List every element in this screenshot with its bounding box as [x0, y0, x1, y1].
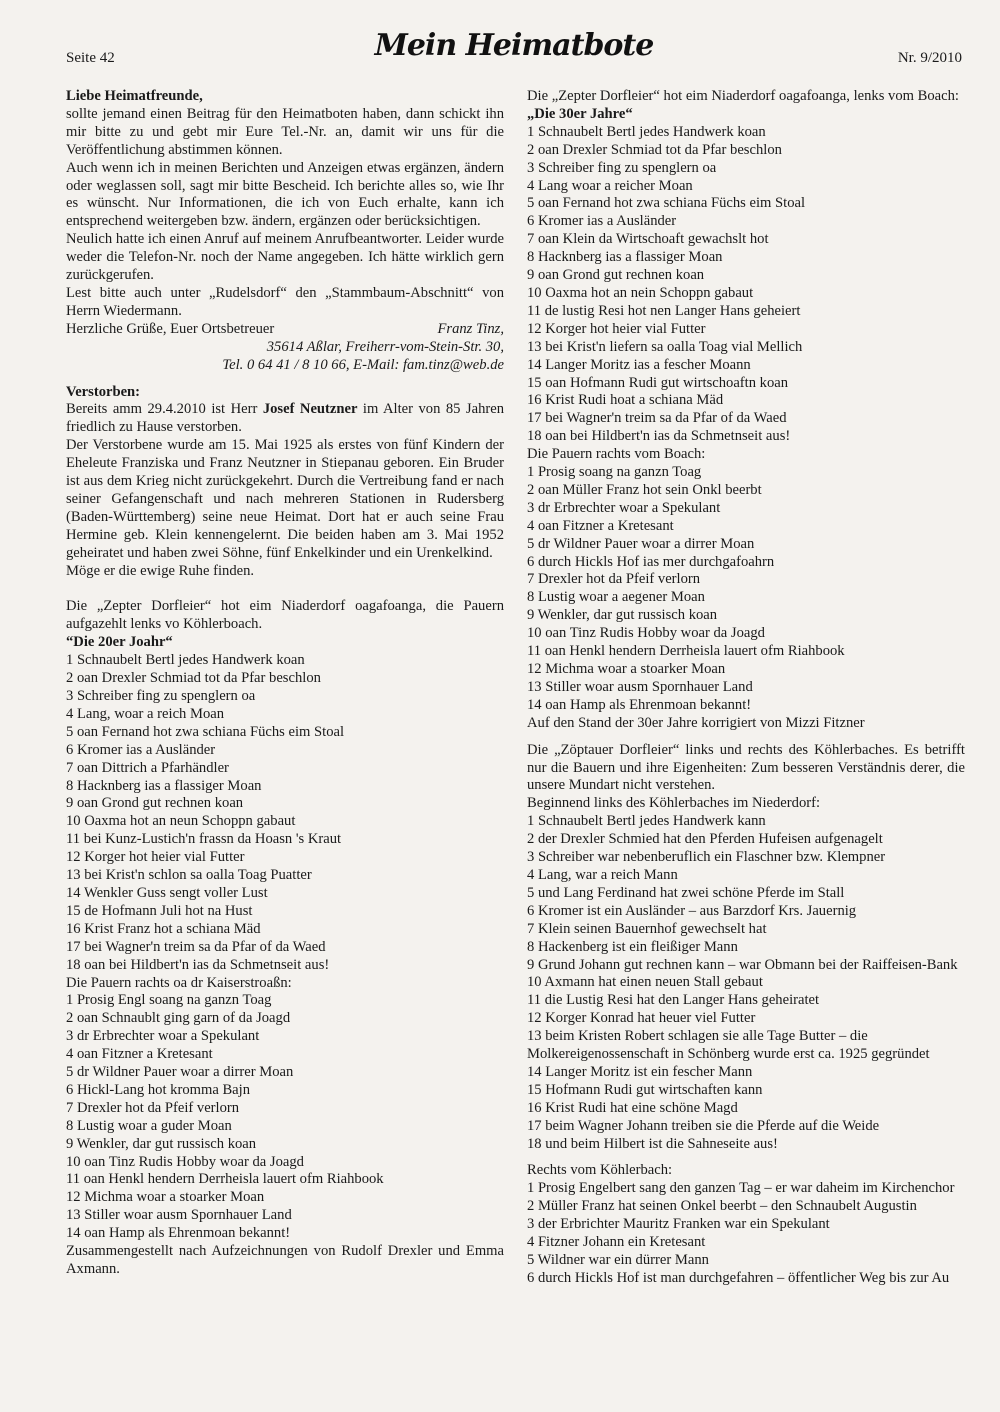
verse-line: 13 beim Kristen Robert schlagen sie alle Tage Butter – die Molkereigenossenschaft in Schönberg wurde erst ca. 1925 gegründet: [527, 1028, 930, 1063]
verse-line: 13 Stiller woar ausm Spornhauer Land: [66, 1207, 292, 1224]
verse-line: 17 beim Wagner Johann treiben sie die Pferde auf die Weide: [527, 1117, 880, 1134]
verse-line: 4 Lang, war a reich Mann: [527, 866, 678, 883]
verse-line: 14 oan Hamp als Ehrenmoan bekannt!: [527, 696, 752, 713]
obituary-paragraph: Der Verstorbene wurde am 15. Mai 1925 als erstes von fünf Kindern der Eheleute Franziska und Franz Neutzner in Stiepanau geboren. Ein Bruder ist aus dem Krieg nicht zurückgekehrt. Durch die Vertreibung fand er nach seiner Gefangenschaft und nach mehreren Stationen in Rudersberg (Baden-Württemberg) seine neue Heimat. Dort hat er auch seine Frau Hermine geb. Klein kennengelernt. Die beiden haben am 3. Mai 1952 geheiratet und haben zwei Söhne, fünf Enkelkinder und ein Urenkelkind.: [66, 437, 504, 561]
verse-line: 14 Langer Moritz ist ein fescher Mann: [527, 1063, 753, 1080]
verse-line: 15 Hofmann Rudi gut wirtschaften kann: [527, 1081, 763, 1098]
verse-line: 11 oan Henkl hendern Derrheisla lauert ofm Riahbook: [66, 1171, 384, 1188]
verse-line: 3 Schreiber fing zu spenglern oa: [527, 159, 717, 176]
verse-line: 13 Stiller woar ausm Spornhauer Land: [527, 678, 753, 695]
verse-line: 17 bei Wagner'n treim sa da Pfar of da Waed: [527, 410, 787, 427]
letter-paragraph: Neulich hatte ich einen Anruf auf meinem Anrufbeantworter. Leider wurde weder die Telefon-Nr. noch der Name angegeben. Ich hätte wirklich gern zurückgerufen.: [66, 231, 504, 284]
verse-line: 2 oan Drexler Schmiad tot da Pfar beschlon: [527, 141, 782, 158]
obituary-closing: Möge er die ewige Ruhe finden.: [66, 562, 255, 579]
verse-line: 5 oan Fernand hot zwa schiana Füchs eim Stoal: [66, 723, 345, 740]
verse-line: 8 Hacknberg ias a flassiger Moan: [66, 777, 262, 794]
verse-line: 10 oan Tinz Rudis Hobby woar da Joagd: [527, 625, 765, 642]
verse-line: 5 dr Wildner Pauer woar a dirrer Moan: [66, 1064, 294, 1081]
verse-line: 3 Schreiber fing zu spenglern oa: [66, 688, 256, 704]
verse-line: 3 dr Erbrechter woar a Spekulant: [527, 499, 721, 516]
verse-line: 18 oan bei Hildbert'n ias da Schmetnseit aus!: [66, 956, 330, 973]
verse-heading: Rechts vom Köhlerbach:: [527, 1162, 673, 1179]
verse-line: 16 Krist Rudi hoat a schiana Mäd: [527, 392, 724, 409]
verse-line: 10 Oaxma hot an neun Schoppn gabaut: [66, 813, 296, 830]
verse-line: 8 Hackenberg ist ein fleißiger Mann: [527, 938, 738, 955]
verse-line: 15 oan Hofmann Rudi gut wirtschoaftn koan: [527, 374, 789, 391]
letter-paragraph: Lest bitte auch unter „Rudelsdorf“ den „Stammbaum-Abschnitt“ von Herrn Wiedermann.: [66, 284, 504, 319]
signature-address: 35614 Aßlar, Freiherr-vom-Stein-Str. 30,: [266, 338, 504, 355]
verse-line: 10 oan Tinz Rudis Hobby woar da Joagd: [66, 1153, 304, 1170]
verse-line: 10 Axmann hat einen neuen Stall gebaut: [527, 974, 763, 991]
verse-line: 5 und Lang Ferdinand hat zwei schöne Pferde im Stall: [527, 884, 845, 901]
verse-line: 6 durch Hickls Hof ist man durchgefahren – öffentlicher Weg bis zur Au: [527, 1269, 950, 1286]
verse-line: 12 Korger hot heier vial Futter: [66, 849, 245, 866]
verse-heading: Beginnend links des Köhlerbaches im Niederdorf:: [527, 795, 821, 812]
verse-line: 5 oan Fernand hot zwa schiana Füchs eim Stoal: [527, 195, 806, 212]
verse-line: 2 oan Schnaublt ging garn of da Joagd: [66, 1010, 291, 1027]
verse-line: 13 bei Krist'n liefern sa oalla Toag vial Mellich: [527, 338, 803, 355]
page-header: [66, 28, 962, 72]
poem-credit: Zusammengestellt nach Aufzeichnungen von Rudolf Drexler und Emma Axmann.: [66, 1243, 504, 1277]
verse-line: 4 Lang, woar a reich Moan: [66, 705, 225, 722]
translation-intro: Die „Zöptauer Dorfleier“ links und rechts des Köhlerbaches. Es betrifft nur die Bauern und ihre Eigenheiten: Zum besseren Verständnis derer, die unsere Mundart nicht verstehen.: [527, 741, 965, 794]
verse-line: 1 Schnaubelt Bertl jedes Handwerk koan: [66, 652, 305, 669]
poem-title: “Die 20er Joahr“: [66, 634, 173, 651]
verse-list-right: [527, 464, 965, 715]
verse-heading: Die Pauern rachts vom Boach:: [527, 446, 706, 463]
page-number: Seite 42: [66, 50, 115, 66]
verse-line: 4 oan Fitzner a Kretesant: [527, 517, 674, 534]
verse-line: 12 Korger Konrad hat heuer viel Futter: [527, 1010, 756, 1027]
verse-line: 4 Lang woar a reicher Moan: [527, 177, 693, 194]
obituary-text: im Alter von 85 Jahren friedlich zu Hause verstorben.: [66, 401, 504, 436]
verse-line: 1 Prosig Engl soang na ganzn Toag: [66, 992, 272, 1009]
translation-section: [527, 742, 965, 1288]
verse-list-left: [66, 652, 504, 974]
verse-list-left: [527, 124, 965, 446]
verse-line: 5 dr Wildner Pauer woar a dirrer Moan: [527, 535, 755, 552]
verse-line: 8 Lustig woar a guder Moan: [66, 1117, 232, 1134]
poem-credit: Auf den Stand der 30er Jahre korrigiert von Mizzi Fitzner: [527, 714, 865, 731]
verse-line: 3 dr Erbrechter woar a Spekulant: [66, 1028, 260, 1045]
verse-line: 11 bei Kunz-Lustich'n frassn da Hoasn 's Kraut: [66, 831, 342, 848]
deceased-name: Josef Neutzner: [262, 401, 358, 418]
verse-line: 14 Langer Moritz ias a fescher Moann: [527, 356, 751, 373]
verse-line: 4 oan Fitzner a Kretesant: [66, 1046, 213, 1063]
issue-number: Nr. 9/2010: [897, 50, 962, 66]
verse-line: 7 Klein seinen Bauernhof gewechselt hat: [527, 920, 767, 937]
verse-line: 9 Wenkler, dar gut russisch koan: [66, 1135, 257, 1152]
poem-title: „Die 30er Jahre“: [527, 105, 633, 122]
verse-line: 18 oan bei Hildbert'n ias da Schmetnseit aus!: [527, 428, 791, 445]
verse-line: 9 Wenkler, dar gut russisch koan: [527, 607, 718, 624]
obituary-section: [66, 384, 504, 581]
verse-line: 7 oan Dittrich a Pfarhändler: [66, 759, 229, 776]
signature-line: [66, 321, 504, 339]
verse-line: 11 de lustig Resi hot nen Langer Hans geheiert: [527, 302, 801, 319]
verse-line: 1 Prosig soang na ganzn Toag: [527, 464, 702, 481]
verse-line: 13 bei Krist'n schlon sa oalla Toag Puatter: [66, 867, 312, 884]
verse-list-left: [527, 813, 965, 1153]
verse-line: 1 Prosig Engelbert sang den ganzen Tag – er war daheim im Kirchenchor: [527, 1180, 955, 1197]
greeting: Herzliche Grüße, Euer Ortsbetreuer: [66, 320, 275, 337]
verse-line: 7 oan Klein da Wirtschoaft gewachslt hot: [527, 231, 769, 248]
verse-line: 11 die Lustig Resi hat den Langer Hans geheiratet: [527, 992, 820, 1009]
letter-section: [66, 88, 504, 375]
verse-line: 2 der Drexler Schmied hat den Pferden Hufeisen aufgenagelt: [527, 831, 883, 848]
verse-line: 12 Michma woar a stoarker Moan: [527, 661, 726, 677]
verse-line: 12 Michma woar a stoarker Moan: [66, 1189, 265, 1206]
poem-intro: Die „Zepter Dorfleier“ hot eim Niaderdorf oagafoanga, lenks vom Boach:: [527, 88, 959, 104]
verse-line: 6 durch Hickls Hof ias mer durchgafoahrn: [527, 553, 775, 570]
verse-line: 7 Drexler hot da Pfeif verlorn: [66, 1099, 240, 1116]
verse-line: 15 de Hofmann Juli hot na Hust: [66, 902, 253, 919]
verse-line: 2 oan Müller Franz hot sein Onkl beerbt: [527, 481, 762, 498]
verse-line: 18 und beim Hilbert ist die Sahneseite aus!: [527, 1135, 778, 1152]
poem-20s-section: [66, 598, 504, 1278]
verse-line: 1 Schnaubelt Bertl jedes Handwerk koan: [527, 123, 766, 140]
verse-list-right: [66, 992, 504, 1243]
verse-line: 6 Kromer ias a Ausländer: [66, 741, 216, 758]
letter-paragraph: sollte jemand einen Beitrag für den Heimatboten haben, dann schickt ihn mir bitte zu und gebt mir Eure Tel.-Nr. an, damit wir uns für die Veröffentlichung abstimmen können.: [66, 105, 504, 158]
obituary-title: Verstorben:: [66, 383, 141, 400]
verse-line: 14 Wenkler Guss sengt voller Lust: [66, 884, 268, 901]
verse-list-right: [527, 1180, 965, 1287]
signature-name: Franz Tinz,: [437, 320, 504, 337]
verse-line: 2 oan Drexler Schmiad tot da Pfar beschlon: [66, 670, 321, 687]
verse-line: 3 Schreiber war nebenberuflich ein Flaschner bzw. Klempner: [527, 849, 886, 866]
obituary-paragraph: [66, 401, 504, 437]
verse-line: 10 Oaxma hot an nein Schoppn gabaut: [527, 284, 754, 301]
signature-contact: Tel. 0 64 41 / 8 10 66, E-Mail: fam.tinz@web.de: [222, 356, 504, 373]
poem-intro: Die „Zepter Dorfleier“ hot eim Niaderdorf oagafoanga, die Pauern aufgazehlt lenks vo Köhlerboach.: [66, 598, 504, 633]
letter-title: Liebe Heimatfreunde,: [66, 88, 203, 104]
verse-line: 8 Hacknberg ias a flassiger Moan: [527, 249, 723, 266]
verse-line: 9 oan Grond gut rechnen koan: [527, 267, 705, 284]
verse-line: 14 oan Hamp als Ehrenmoan bekannt!: [66, 1225, 291, 1242]
verse-line: 1 Schnaubelt Bertl jedes Handwerk kann: [527, 813, 766, 830]
verse-line: 6 Kromer ias a Ausländer: [527, 213, 677, 230]
verse-line: 16 Krist Rudi hat eine schöne Magd: [527, 1099, 738, 1116]
verse-line: 6 Hickl-Lang hot kromma Bajn: [66, 1081, 251, 1098]
verse-heading: Die Pauern rachts oa dr Kaiserstroaßn:: [66, 974, 292, 991]
verse-line: 17 bei Wagner'n treim sa da Pfar of da Waed: [66, 938, 326, 955]
obituary-text: Bereits amm 29.4.2010 ist Herr: [66, 401, 263, 418]
newspaper-logo: Mein Heimatbote: [374, 28, 654, 63]
verse-line: 16 Krist Franz hot a schiana Mäd: [66, 920, 261, 937]
verse-line: 4 Fitzner Johann ein Kretesant: [527, 1234, 706, 1251]
letter-paragraph: Auch wenn ich in meinen Berichten und Anzeigen etwas ergänzen, ändern oder weglassen soll, sagt mir bitte Bescheid. Ich berichte alles so, wie Ihr es wünscht. Nur Informationen, die ich von Euch erhalte, kann ich entsprechend weitergeben bzw. ändern, ergänzen oder berücksichtigen.: [66, 159, 504, 230]
verse-line: 6 Kromer ist ein Ausländer – aus Barzdorf Krs. Jauernig: [527, 902, 857, 919]
left-column: [66, 88, 504, 1279]
verse-line: 11 oan Henkl hendern Derrheisla lauert ofm Riahbook: [527, 643, 845, 660]
verse-line: 12 Korger hot heier vial Futter: [527, 320, 706, 337]
verse-line: 5 Wildner war ein dürrer Mann: [527, 1252, 709, 1268]
verse-line: 3 der Erbrichter Mauritz Franken war ein Spekulant: [527, 1216, 830, 1233]
poem-30s-section: [527, 88, 965, 733]
verse-line: 7 Drexler hot da Pfeif verlorn: [527, 571, 701, 588]
verse-line: 9 oan Grond gut rechnen koan: [66, 795, 244, 812]
verse-line: 2 Müller Franz hat seinen Onkel beerbt – den Schnaubelt Augustin: [527, 1198, 917, 1215]
verse-line: 9 Grund Johann gut rechnen kann – war Obmann bei der Raiffeisen-Bank: [527, 956, 958, 973]
right-column: [527, 88, 965, 1288]
verse-line: 8 Lustig woar a aegener Moan: [527, 589, 705, 606]
